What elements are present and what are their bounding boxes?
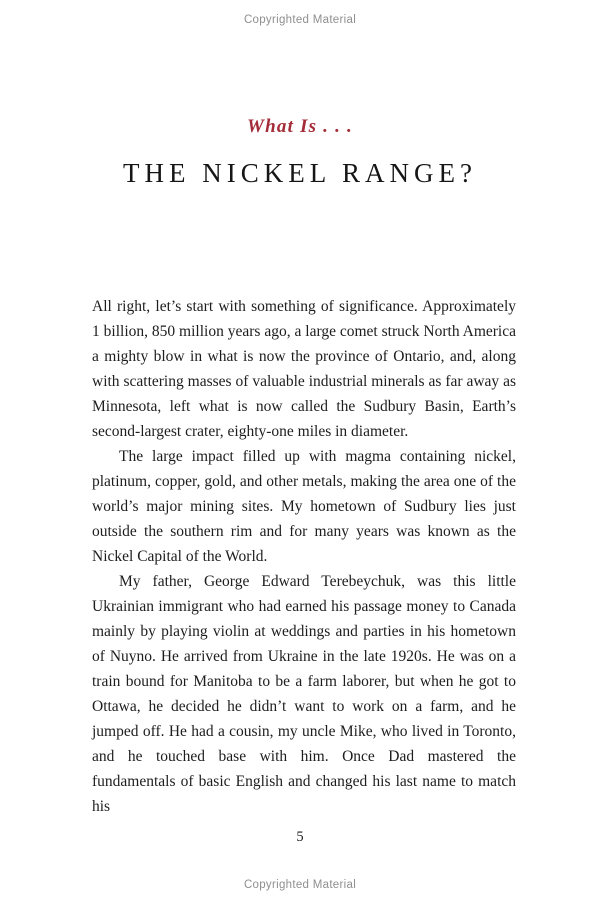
chapter-kicker: What Is . . . [247, 116, 353, 137]
body-paragraph-1: All right, let’s start with something of significance. Approximately 1 billion, 850 million years ago, a large comet struck North America a mighty blow in what is now the province of Ontario, and, along with scattering masses of valuable industrial minerals as far away as Minnesota, left what is now called the Sudbury Basin, Earth’s second-largest crater, eighty-one miles in diameter. [92, 298, 516, 440]
chapter-title: THE NICKEL RANGE? [123, 158, 477, 188]
body-paragraph-3: My father, George Edward Terebeychuk, was this little Ukrainian immigrant who had earned his passage money to Canada mainly by playing violin at weddings and parties in his hometown of Nuyno. He arrived from Ukraine in the late 1920s. He was on a train bound for Manitoba to be a farm laborer, but when he got to Ottawa, he decided he didn’t want to work on a farm, and he jumped off. He had a cousin, my uncle Mike, who lived in Toronto, and he touched base with him. Once Dad mastered the fundamentals of basic English and changed his last name to match his [92, 573, 516, 815]
body-text-block [92, 294, 516, 819]
page-number: 5 [296, 829, 304, 845]
body-paragraph-2: The large impact filled up with magma containing nickel, platinum, copper, gold, and other metals, making the area one of the world’s major mining sites. My hometown of Sudbury lies just outside the southern rim and for many years was known as the Nickel Capital of the World. [92, 448, 516, 565]
copyright-notice-top: Copyrighted Material [243, 14, 357, 26]
copyright-notice-bottom: Copyrighted Material [243, 879, 357, 891]
